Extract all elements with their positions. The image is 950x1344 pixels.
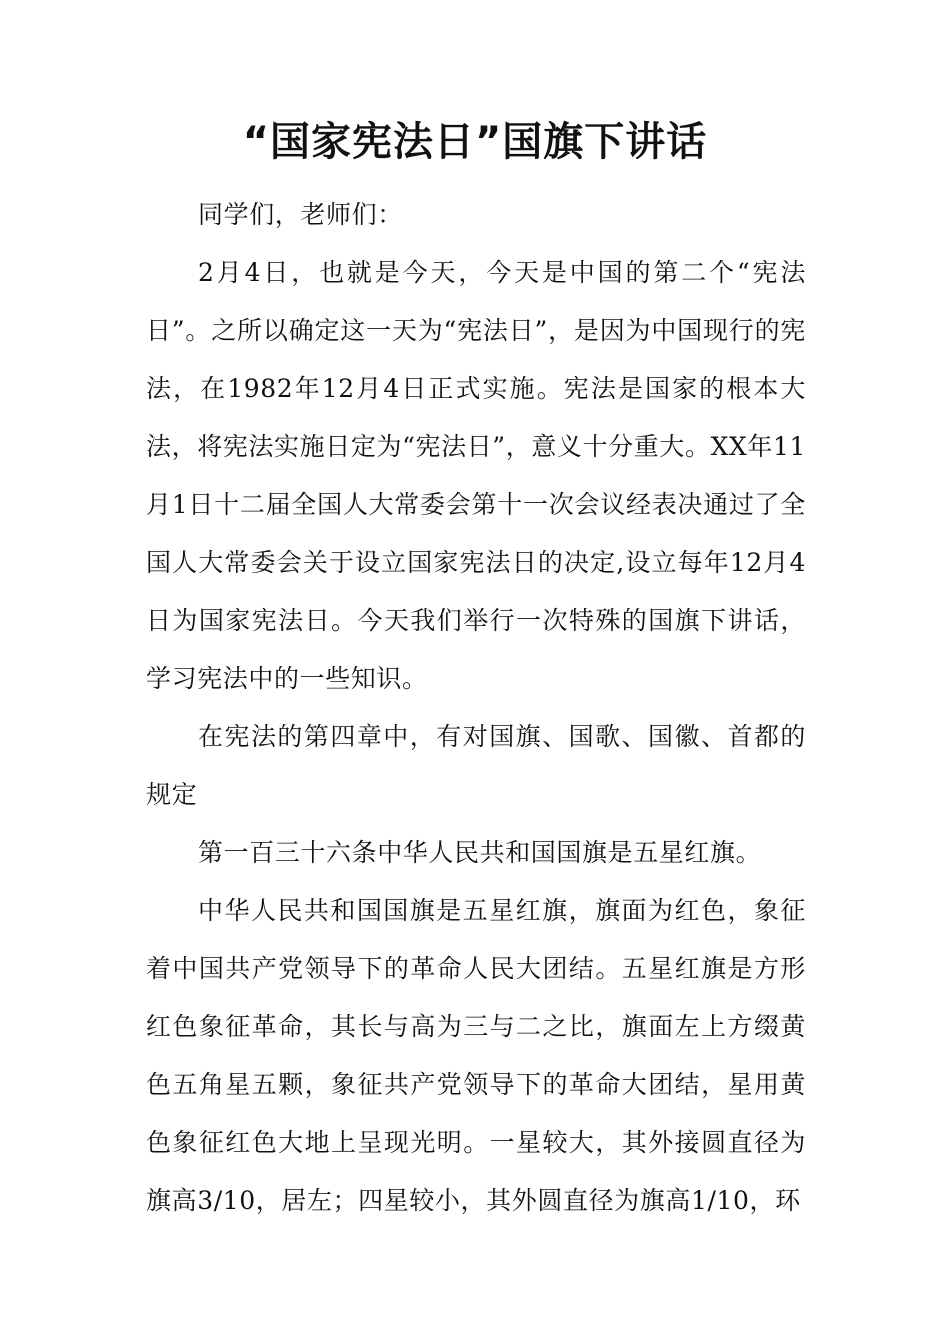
chapter-four-paragraph: 在宪法的第四章中，有对国旗、国歌、国徽、首都的规定 xyxy=(146,722,806,809)
article-136-paragraph: 第一百三十六条中华人民共和国国旗是五星红旗。 xyxy=(198,838,762,867)
salutation-paragraph: 同学们，老师们： xyxy=(198,200,403,229)
intro-paragraph: 2月4日，也就是今天，今天是中国的第二个“宪法日”。之所以确定这一天为“宪法日”，是因为中国现行的宪法，在1982年12月4日正式实施。宪法是国家的根本大法，将宪法实施日定为“宪法日”，意义十分重大。XX年11月1日十二届全国人大常委会第十一次会议经表决通过了全国人大常委会关于设立国家宪法日的决定,设立每年12月4日为国家宪法日。今天我们举行一次特殊的国旗下讲话，学习宪法中的一些知识。 xyxy=(146,258,806,693)
flag-description-paragraph: 中华人民共和国国旗是五星红旗，旗面为红色，象征着中国共产党领导下的革命人民大团结。五星红旗是方形红色象征革命，其长与高为三与二之比，旗面左上方缀黄色五角星五颗，象征共产党领导下的革命大团结，星用黄色象征红色大地上呈现光明。一星较大，其外接圆直径为旗高3/10，居左；四星较小，其外圆直径为旗高1/10，环 xyxy=(146,896,806,1215)
document-title: “国家宪法日”国旗下讲话 xyxy=(242,119,708,165)
document-body xyxy=(146,186,806,1230)
